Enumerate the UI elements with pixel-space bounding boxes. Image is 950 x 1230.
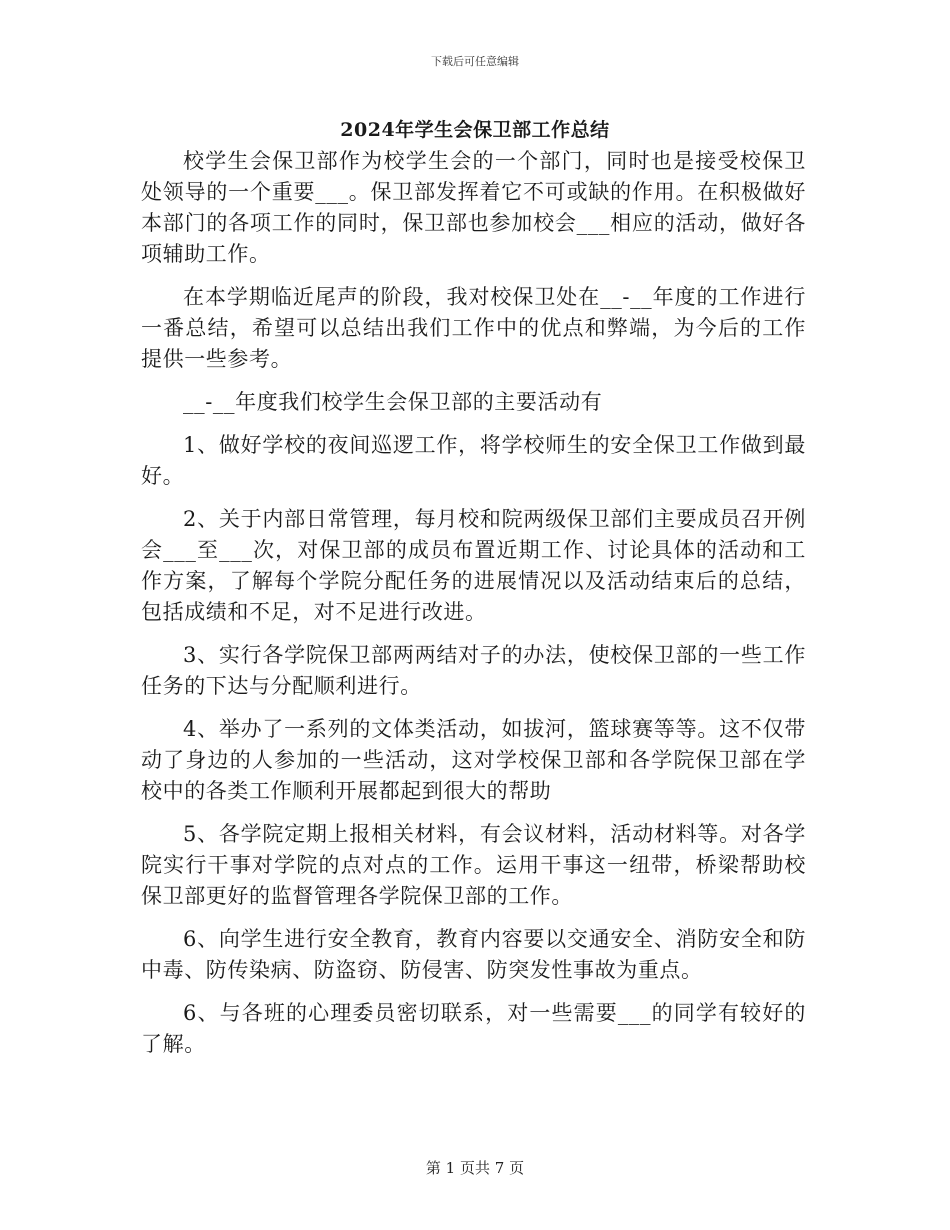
paragraph-activities-heading: __-__年度我们校学生会保卫部的主要活动有 bbox=[183, 390, 603, 414]
document-title: 2024年学生会保卫部工作总结 bbox=[340, 119, 610, 141]
paragraph-summary-purpose: 在本学期临近尾声的阶段，我对校保卫处在__-__年度的工作进行一番总结，希望可以总结出我们工作中的优点和弊端，为今后的工作提供一些参考。 bbox=[141, 285, 806, 371]
paragraph-intro: 校学生会保卫部作为校学生会的一个部门，同时也是接受校保卫处领导的一个重要___。保卫部发挥着它不可或缺的作用。在积极做好本部门的各项工作的同时，保卫部也参加校会___相应的活动，做好各项辅助工作。 bbox=[141, 149, 806, 266]
paragraph-item-5: 5、各学院定期上报相关材料，有会议材料，活动材料等。对各学院实行干事对学院的点对点的工作。运用干事这一纽带，桥梁帮助校保卫部更好的监督管理各学院保卫部的工作。 bbox=[141, 822, 806, 908]
document-body bbox=[141, 146, 806, 1072]
paragraph-item-1: 1、做好学校的夜间巡逻工作，将学校师生的安全保卫工作做到最好。 bbox=[141, 433, 806, 488]
paragraph-item-6a: 6、向学生进行安全教育，教育内容要以交通安全、消防安全和防中毒、防传染病、防盗窃、防侵害、防突发性事故为重点。 bbox=[141, 927, 806, 982]
paragraph-item-4: 4、举办了一系列的文体类活动，如拔河，篮球赛等等。这不仅带动了身边的人参加的一些活动，这对学校保卫部和各学院保卫部在学校中的各类工作顺利开展都起到很大的帮助 bbox=[141, 717, 806, 803]
paragraph-item-3: 3、实行各学院保卫部两两结对子的办法，使校保卫部的一些工作任务的下达与分配顺利进行。 bbox=[141, 643, 806, 698]
page-number: 第 1 页共 7 页 bbox=[425, 1159, 525, 1177]
header-note: 下载后可任意编辑 bbox=[431, 55, 519, 68]
paragraph-item-2: 2、关于内部日常管理，每月校和院两级保卫部们主要成员召开例会___至___次，对保卫部的成员布置近期工作、讨论具体的活动和工作方案，了解每个学院分配任务的进展情况以及活动结束后的总结，包括成绩和不足，对不足进行改进。 bbox=[141, 507, 806, 624]
paragraph-item-6b: 6、与各班的心理委员密切联系，对一些需要___的同学有较好的了解。 bbox=[141, 1001, 806, 1056]
